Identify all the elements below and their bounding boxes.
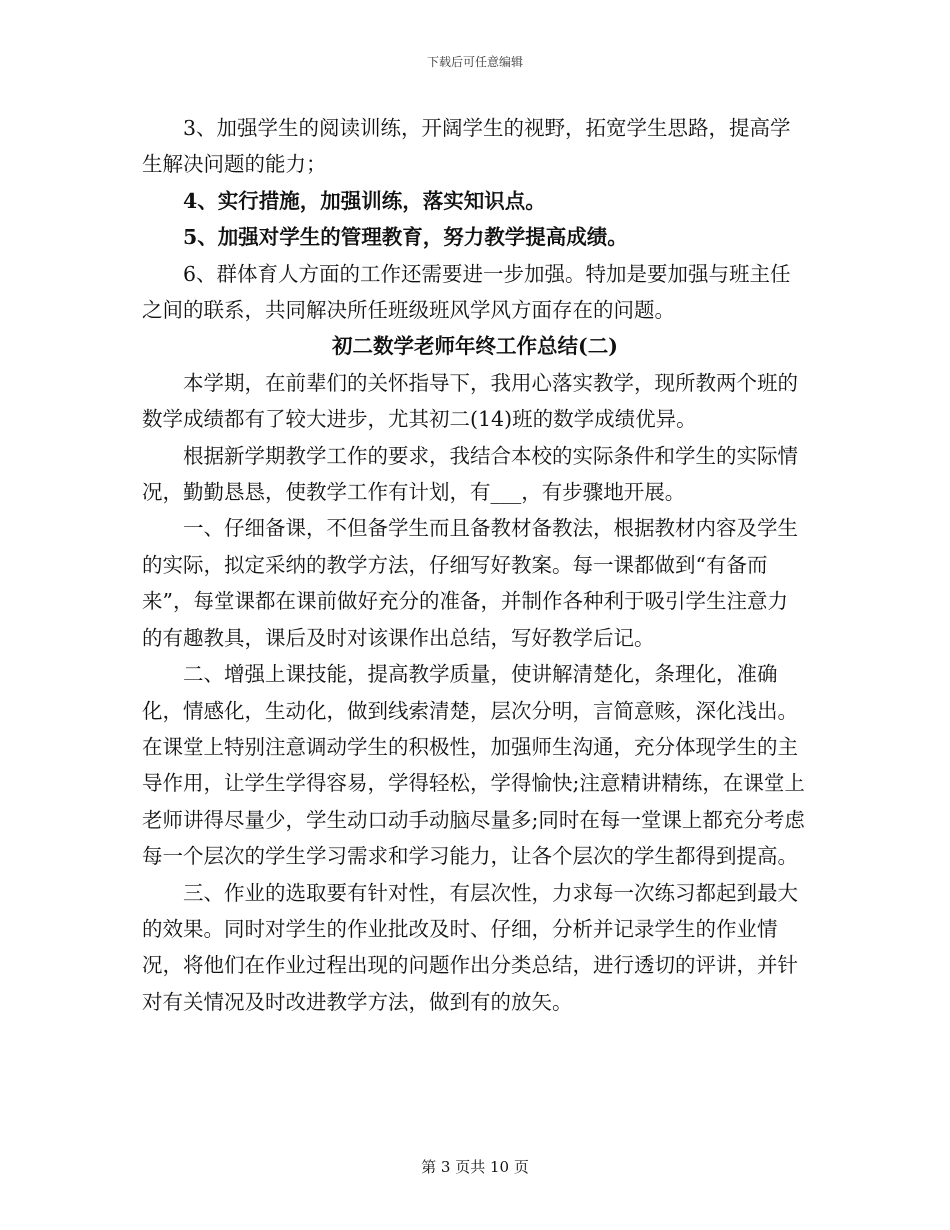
paragraph-plan: 根据新学期教学工作的要求，我结合本校的实际条件和学生的实际情况，勤勤恳恳，使教学工作有计划，有___，有步骤地开展。: [142, 443, 798, 505]
paragraph-item-6: 6、群体育人方面的工作还需要进一步加强。特加是要加强与班主任之间的联系，共同解决所任班级班风学风方面存在的问题。: [142, 261, 791, 323]
paragraph-item-5: 5、加强对学生的管理教育，努力教学提高成绩。: [183, 225, 628, 250]
paragraph-item-3: 3、加强学生的阅读训练，开阔学生的视野，拓宽学生思路，提高学生解决问题的能力；: [142, 116, 791, 177]
paragraph-intro: 本学期，在前辈们的关怀指导下，我用心落实教学，现所教两个班的数学成绩都有了较大进步，尤其初二(14)班的数学成绩优异。: [142, 370, 798, 432]
document-body: [142, 110, 808, 1020]
page-footer: 第 3 页共 10 页: [421, 1158, 529, 1176]
paragraph-item-4: 4、实行措施，加强训练，落实知识点。: [183, 188, 546, 213]
section-title: 初二数学老师年终工作总结(二): [332, 334, 618, 359]
paragraph-point-1: 一、仔细备课，不但备学生而且备教材备教法，根据教材内容及学生的实际，拟定采纳的教学方法，仔细写好教案。每一课都做到“有备而来”，每堂课都在课前做好充分的准备，并制作各种利于吸引学生注意力的有趣教具，课后及时对该课作出总结，写好教学后记。: [142, 516, 798, 650]
paragraph-point-2: 二、增强上课技能，提高教学质量，使讲解清楚化，条理化，准确化，情感化，生动化，做到线索清楚，层次分明，言简意赅，深化浅出。在课堂上特别注意调动学生的积极性，加强师生沟通，充分体现学生的主导作用，让学生学得容易，学得轻松，学得愉快;注意精讲精练，在课堂上老师讲得尽量少，学生动口动手动脑尽量多;同时在每一堂课上都充分考虑每一个层次的学生学习需求和学习能力，让各个层次的学生都得到提高。: [142, 662, 805, 869]
page-header: 下载后可任意编辑: [426, 55, 523, 69]
paragraph-point-3: 三、作业的选取要有针对性，有层次性，力求每一次练习都起到最大的效果。同时对学生的作业批改及时、仔细，分析并记录学生的作业情况，将他们在作业过程出现的问题作出分类总结，进行透切的评讲，并针对有关情况及时改进教学方法，做到有的放矢。: [142, 880, 798, 1014]
